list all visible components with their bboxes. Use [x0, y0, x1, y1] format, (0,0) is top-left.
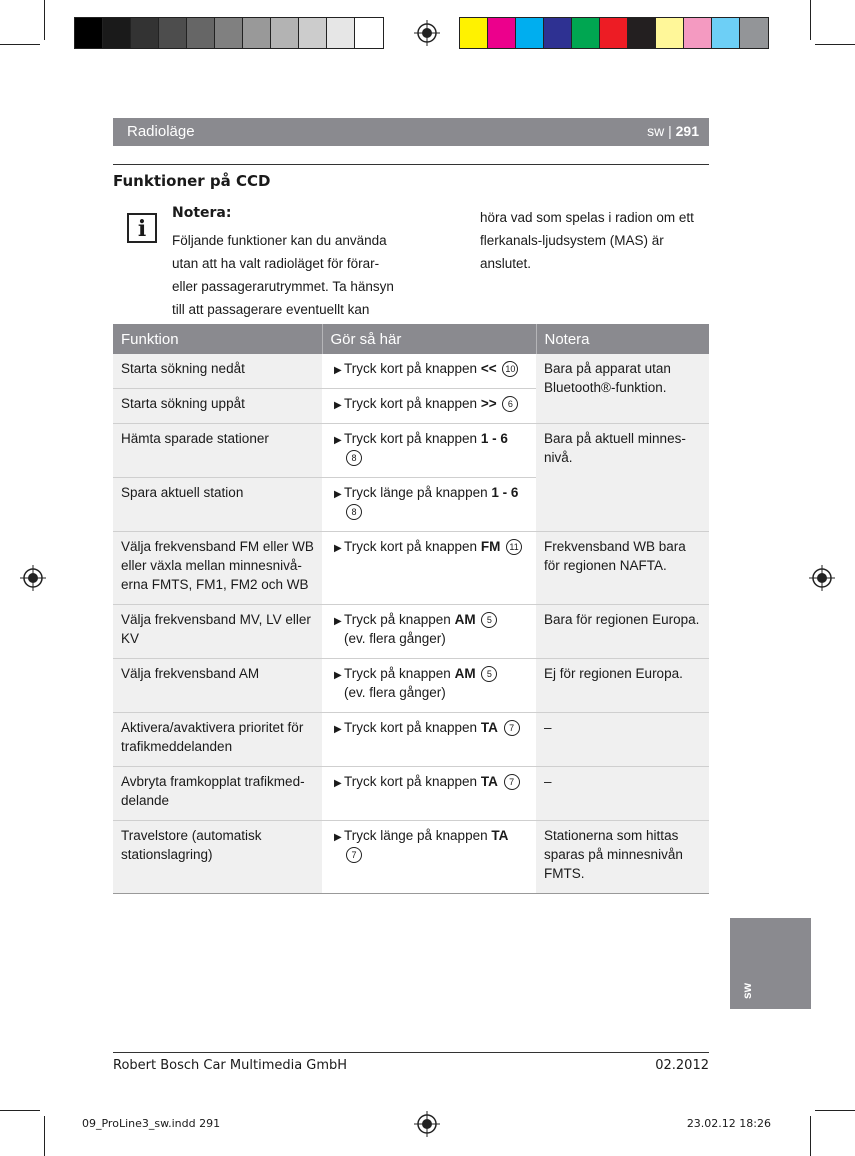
key-label: <<	[480, 361, 497, 376]
reference-number: 10	[502, 361, 518, 377]
function-cell: Avbryta framkopplat trafikmed-delande	[113, 767, 322, 821]
bullet-arrow-icon: ▶	[334, 435, 342, 446]
color-swatch	[600, 18, 628, 48]
crop-mark	[0, 1110, 40, 1111]
bullet-arrow-icon: ▶	[334, 724, 342, 735]
registration-mark-icon	[809, 565, 835, 591]
action-cell	[322, 713, 536, 767]
table-row	[113, 713, 709, 767]
key-label: >>	[480, 396, 497, 411]
action-text: Tryck kort på knappen	[344, 396, 478, 411]
function-cell: Välja frekvensband FM eller WB eller växla mellan minnesnivå-erna FMTS, FM1, FM2 och WB	[113, 532, 322, 605]
color-swatch	[628, 18, 656, 48]
reference-number: 7	[346, 847, 362, 863]
registration-mark-icon	[414, 1111, 440, 1137]
reference-number: 7	[504, 720, 520, 736]
action-extra: (ev. flera gånger)	[344, 631, 446, 646]
bullet-arrow-icon: ▶	[334, 400, 342, 411]
key-label: FM	[480, 539, 501, 554]
footer-date: 02.2012	[655, 1058, 709, 1073]
color-swatch	[460, 18, 488, 48]
info-icon: i	[127, 213, 157, 243]
color-swatch	[740, 18, 768, 48]
function-cell: Spara aktuell station	[113, 478, 322, 532]
footer-publisher: Robert Bosch Car Multimedia GmbH	[113, 1058, 348, 1073]
key-label: TA	[491, 828, 509, 843]
color-swatch	[656, 18, 684, 48]
column-header: Gör så här	[322, 324, 536, 354]
color-swatch	[488, 18, 516, 48]
key-label: 1 - 6	[480, 431, 508, 446]
table-row	[113, 424, 709, 478]
registration-mark-icon	[414, 20, 440, 46]
reference-number: 5	[481, 612, 497, 628]
color-swatch	[299, 18, 327, 48]
action-text: Tryck kort på knappen	[344, 431, 478, 446]
page-number: sw | 291	[647, 123, 699, 139]
running-header	[113, 118, 709, 146]
note-cell: Bara på apparat utan Bluetooth®-funktion.	[536, 354, 709, 424]
function-cell: Travelstore (automatisk stationslagring)	[113, 821, 322, 894]
reference-number: 7	[504, 774, 520, 790]
crop-mark	[815, 1110, 855, 1111]
action-cell	[322, 821, 536, 894]
color-swatch	[215, 18, 243, 48]
function-cell: Välja frekvensband AM	[113, 659, 322, 713]
key-label: TA	[480, 720, 498, 735]
action-cell	[322, 659, 536, 713]
action-text: Tryck länge på knappen	[344, 828, 488, 843]
note-cell: –	[536, 713, 709, 767]
key-label: AM	[454, 666, 476, 681]
action-text: Tryck kort på knappen	[344, 720, 478, 735]
note-body-continued: höra vad som spelas i radion om ett flerkanals-ljudsystem (MAS) är anslutet.	[480, 210, 694, 271]
bullet-arrow-icon: ▶	[334, 832, 342, 843]
color-swatch	[75, 18, 103, 48]
function-cell: Aktivera/avaktivera prioritet för trafikmeddelanden	[113, 713, 322, 767]
action-extra: (ev. flera gånger)	[344, 685, 446, 700]
crop-mark	[44, 0, 45, 40]
color-swatch	[712, 18, 740, 48]
process-color-bar	[459, 17, 769, 49]
reference-number: 8	[346, 450, 362, 466]
function-cell: Välja frekvensband MV, LV eller KV	[113, 605, 322, 659]
action-cell	[322, 389, 536, 424]
color-swatch	[327, 18, 355, 48]
divider	[113, 164, 709, 165]
action-cell	[322, 605, 536, 659]
action-text: Tryck länge på knappen	[344, 485, 488, 500]
key-label: TA	[480, 774, 498, 789]
table-header-row	[113, 324, 709, 354]
reference-number: 5	[481, 666, 497, 682]
reference-number: 11	[506, 539, 522, 555]
color-swatch	[544, 18, 572, 48]
note-cell: –	[536, 767, 709, 821]
table-row	[113, 354, 709, 389]
action-cell	[322, 424, 536, 478]
color-swatch	[243, 18, 271, 48]
color-swatch	[684, 18, 712, 48]
action-text: Tryck kort på knappen	[344, 361, 478, 376]
slug-file: 09_ProLine3_sw.indd 291	[82, 1117, 221, 1130]
action-cell	[322, 532, 536, 605]
reference-number: 8	[346, 504, 362, 520]
color-swatch	[572, 18, 600, 48]
table-row	[113, 767, 709, 821]
key-label: 1 - 6	[491, 485, 519, 500]
note-cell: Ej för regionen Europa.	[536, 659, 709, 713]
function-cell: Starta sökning uppåt	[113, 389, 322, 424]
action-text: Tryck på knappen	[344, 612, 451, 627]
table-row	[113, 821, 709, 894]
color-swatch	[271, 18, 299, 48]
color-swatch	[516, 18, 544, 48]
crop-mark	[44, 1116, 45, 1156]
reference-number: 6	[502, 396, 518, 412]
key-label: AM	[454, 612, 476, 627]
table-row	[113, 605, 709, 659]
bullet-arrow-icon: ▶	[334, 778, 342, 789]
function-table	[113, 324, 709, 894]
note-cell: Bara för regionen Europa.	[536, 605, 709, 659]
section-title: Radioläge	[127, 123, 195, 140]
crop-mark	[0, 44, 40, 45]
grayscale-bar	[74, 17, 384, 49]
bullet-arrow-icon: ▶	[334, 489, 342, 500]
function-cell: Starta sökning nedåt	[113, 354, 322, 389]
crop-mark	[810, 0, 811, 40]
color-swatch	[159, 18, 187, 48]
color-swatch	[187, 18, 215, 48]
page-heading: Funktioner på CCD	[113, 172, 271, 190]
action-cell	[322, 354, 536, 389]
action-cell	[322, 478, 536, 532]
table-row	[113, 659, 709, 713]
bullet-arrow-icon: ▶	[334, 616, 342, 627]
note-title: Notera:	[172, 205, 232, 221]
color-swatch	[103, 18, 131, 48]
column-header: Notera	[536, 324, 709, 354]
registration-mark-icon	[20, 565, 46, 591]
action-text: Tryck kort på knappen	[344, 774, 478, 789]
action-text: Tryck kort på knappen	[344, 539, 478, 554]
bullet-arrow-icon: ▶	[334, 543, 342, 554]
crop-mark	[815, 44, 855, 45]
note-cell: Frekvensband WB bara för regionen NAFTA.	[536, 532, 709, 605]
function-cell: Hämta sparade stationer	[113, 424, 322, 478]
crop-mark	[810, 1116, 811, 1156]
bullet-arrow-icon: ▶	[334, 670, 342, 681]
note-cell: Bara på aktuell minnes-nivå.	[536, 424, 709, 532]
action-cell	[322, 767, 536, 821]
color-swatch	[355, 18, 383, 48]
footer-divider	[113, 1052, 709, 1053]
table-row	[113, 532, 709, 605]
language-tab: sw	[730, 918, 811, 1009]
note-cell: Stationerna som hittas sparas på minnesnivån FMTS.	[536, 821, 709, 894]
bullet-arrow-icon: ▶	[334, 365, 342, 376]
slug-timestamp: 23.02.12 18:26	[686, 1117, 771, 1130]
action-text: Tryck på knappen	[344, 666, 451, 681]
column-header: Funktion	[113, 324, 322, 354]
note-body: Följande funktioner kan du använda utan att ha valt radioläget för förar- eller passagerarutrymmet. Ta hänsyn till att passagerare eventuellt kan	[172, 233, 394, 317]
color-swatch	[131, 18, 159, 48]
